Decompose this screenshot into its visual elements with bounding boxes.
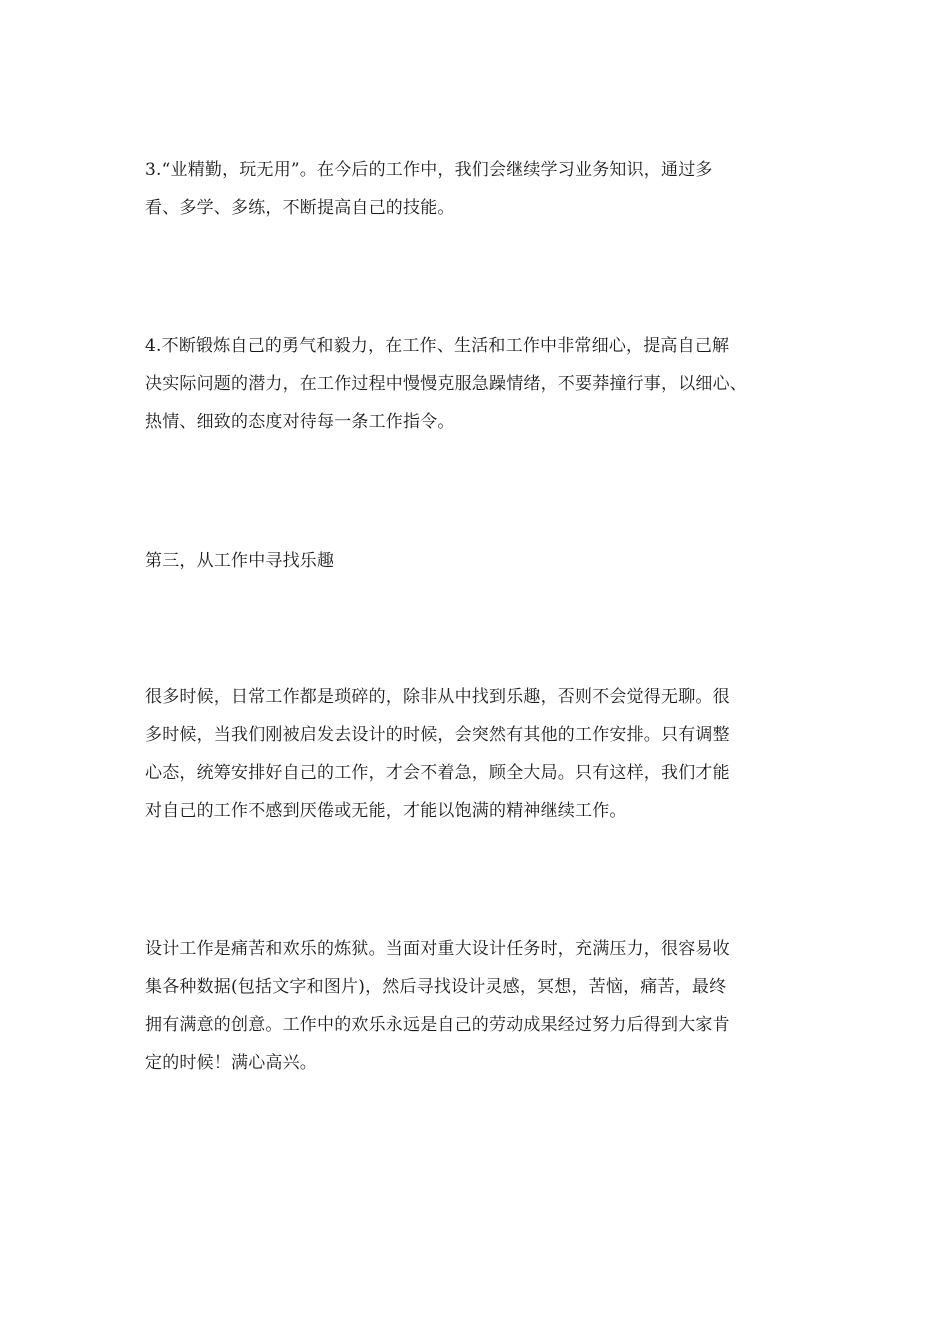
paragraph-line: 拥有满意的创意。工作中的欢乐永远是自己的劳动成果经过努力后得到大家肯 (145, 1015, 730, 1035)
paragraph-line: 多时候，当我们刚被启发去设计的时候，会突然有其他的工作安排。只有调整 (145, 725, 730, 745)
paragraph-line: 决实际问题的潜力，在工作过程中慢慢克服急躁情绪，不要莽撞行事，以细心、 (145, 374, 747, 394)
paragraph-line: 看、多学、多练，不断提高自己的技能。 (145, 198, 455, 218)
section-heading (145, 542, 810, 580)
paragraph-line: 很多时候，日常工作都是琐碎的，除非从中找到乐趣，否则不会觉得无聊。很 (145, 687, 730, 707)
paragraph-line: 对自己的工作不感到厌倦或无能，才能以饱满的精神继续工作。 (145, 801, 627, 821)
paragraph-item-4 (145, 327, 810, 441)
paragraph-item-3 (145, 151, 810, 227)
paragraph-line: 热情、细致的态度对待每一条工作指令。 (145, 412, 455, 432)
paragraph-line: 3.“业精勤，玩无用”。在今后的工作中，我们会继续学习业务知识，通过多 (145, 160, 713, 180)
section-heading-text: 第三，从工作中寻找乐趣 (145, 551, 335, 571)
paragraph-line: 定的时候！满心高兴。 (145, 1053, 317, 1073)
paragraph-line: 心态，统筹安排好自己的工作，才会不着急，顾全大局。只有这样，我们才能 (145, 763, 730, 783)
paragraph-daily-work (145, 678, 810, 830)
paragraph-line: 4.不断锻炼自己的勇气和毅力，在工作、生活和工作中非常细心，提高自己解 (145, 336, 730, 356)
paragraph-line: 集各种数据(包括文字和图片)，然后寻找设计灵感，冥想，苦恼，痛苦，最终 (145, 977, 727, 997)
paragraph-design-work (145, 930, 810, 1082)
paragraph-line: 设计工作是痛苦和欢乐的炼狱。当面对重大设计任务时，充满压力，很容易收 (145, 939, 730, 959)
